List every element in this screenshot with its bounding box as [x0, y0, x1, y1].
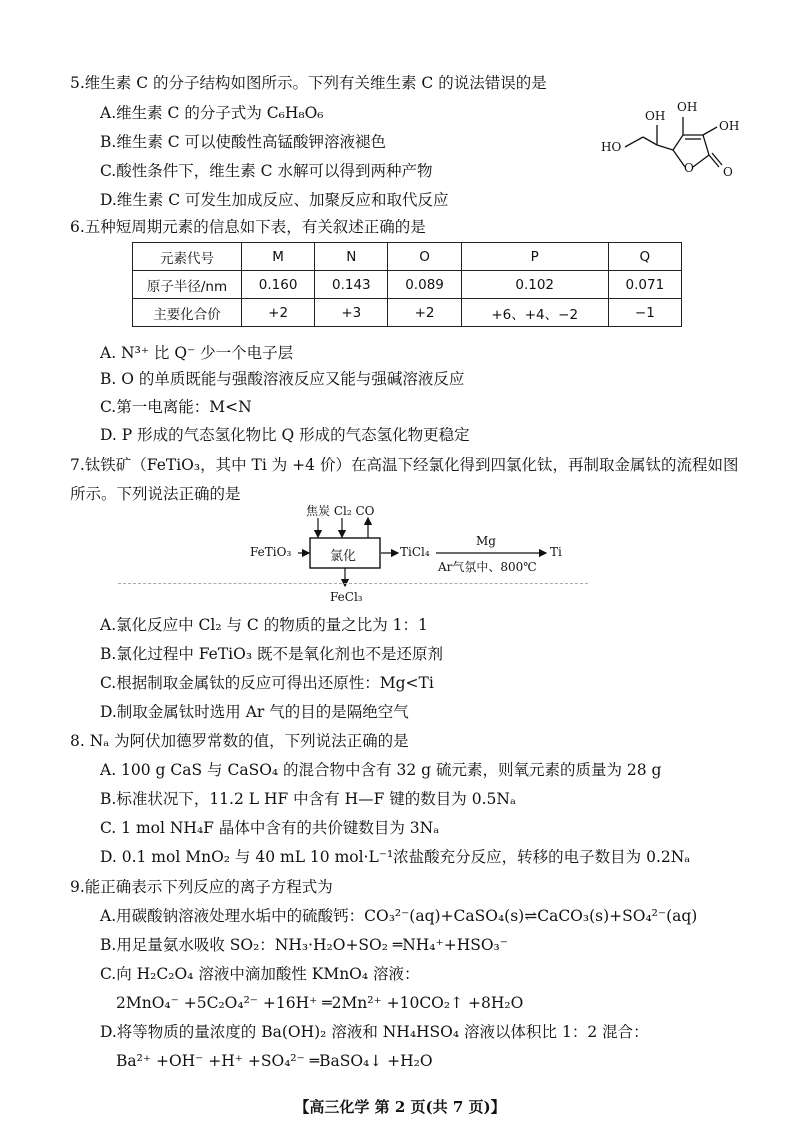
table-cell: 0.071 — [608, 271, 681, 299]
flow-reagent: Mg — [476, 534, 496, 548]
q9-option-d-equation: Ba²⁺ +OH⁻ +H⁺ +SO₄²⁻ ═BaSO₄↓ +H₂O — [116, 1052, 433, 1070]
q7-option-a: A.氯化反应中 Cl₂ 与 C 的物质的量之比为 1：1 — [100, 616, 428, 634]
q7-option-d: D.制取金属钛时选用 Ar 气的目的是隔绝空气 — [100, 703, 409, 721]
q9-option-d: D.将等物质的量浓度的 Ba(OH)₂ 溶液和 NH₄HSO₄ 溶液以体积比 1：2 混合： — [100, 1023, 649, 1041]
table-cell: +3 — [315, 299, 388, 327]
q5-option-d: D.维生素 C 可发生加成反应、加聚反应和取代反应 — [100, 191, 449, 209]
table-header-cell: N — [315, 243, 388, 271]
q7-option-b: B.氯化过程中 FeTiO₃ 既不是氧化剂也不是还原剂 — [100, 645, 443, 663]
q8-option-d: D. 0.1 mol MnO₂ 与 40 mL 10 mol·L⁻¹浓盐酸充分反应，转移的电子数目为 0.2Nₐ — [100, 848, 691, 866]
table-header-row — [133, 243, 682, 271]
q5-option-a: A.维生素 C 的分子式为 C₆H₈O₆ — [100, 104, 324, 122]
flow-top-inputs: 焦炭 Cl₂ CO — [306, 504, 375, 518]
mol-label-ring-o: O — [684, 161, 694, 175]
q6-option-d: D. P 形成的气态氢化物比 Q 形成的气态氢化物更稳定 — [100, 426, 470, 444]
table-cell: +6、+4、−2 — [461, 299, 608, 327]
q6-option-a: A. N³⁺ 比 Q⁻ 少一个电子层 — [100, 344, 294, 362]
table-cell: 主要化合价 — [133, 299, 242, 327]
scan-divider — [118, 583, 588, 584]
mol-label-oh-3: OH — [719, 119, 740, 133]
q6-option-c: C.第一电离能：M<N — [100, 398, 252, 416]
q7-option-c: C.根据制取金属钛的反应可得出还原性：Mg<Ti — [100, 674, 434, 692]
q8-option-c: C. 1 mol NH₄F 晶体中含有的共价键数目为 3Nₐ — [100, 819, 440, 837]
q6-option-b: B. O 的单质既能与强酸溶液反应又能与强碱溶液反应 — [100, 370, 465, 388]
table-cell: +2 — [388, 299, 461, 327]
table-cell: 0.143 — [315, 271, 388, 299]
table-cell: 0.089 — [388, 271, 461, 299]
flow-product: TiCl₄ — [400, 545, 430, 559]
q8-option-a: A. 100 g CaS 与 CaSO₄ 的混合物中含有 32 g 硫元素，则氧元素的质量为 28 g — [100, 761, 662, 779]
flow-byproduct: FeCl₃ — [330, 590, 363, 604]
q8-option-b: B.标准状况下，11.2 L HF 中含有 H—F 键的数目为 0.5Nₐ — [100, 790, 516, 808]
table-row — [133, 299, 682, 327]
table-header-cell: O — [388, 243, 461, 271]
mol-label-oh-1: OH — [645, 109, 666, 123]
mol-label-carbonyl-o: O — [723, 165, 733, 179]
mol-label-ho: HO — [601, 140, 622, 154]
q8-stem: 8. Nₐ 为阿伏加德罗常数的值，下列说法正确的是 — [70, 732, 409, 750]
table-header-cell: M — [242, 243, 315, 271]
table-header-cell: Q — [608, 243, 681, 271]
table-cell: +2 — [242, 299, 315, 327]
flow-feed: FeTiO₃ — [250, 545, 292, 559]
table-cell: 0.102 — [461, 271, 608, 299]
flow-box-chlorination: 氯化 — [330, 549, 357, 564]
page-footer: 【高三化学 第 2 页(共 7 页)】 — [294, 1098, 506, 1116]
vitamin-c-structure — [585, 95, 755, 195]
table-cell: 原子半径/nm — [133, 271, 242, 299]
q5-option-b: B.维生素 C 可以使酸性高锰酸钾溶液褪色 — [100, 133, 387, 151]
q9-option-b: B.用足量氨水吸收 SO₂：NH₃·H₂O+SO₂ ═NH₄⁺+HSO₃⁻ — [100, 936, 508, 954]
mol-label-oh-2: OH — [677, 100, 698, 114]
q5-option-c: C.酸性条件下，维生素 C 水解可以得到两种产物 — [100, 162, 433, 180]
q9-stem: 9.能正确表示下列反应的离子方程式为 — [70, 878, 333, 896]
q5-stem: 5.维生素 C 的分子结构如图所示。下列有关维生素 C 的说法错误的是 — [70, 74, 547, 92]
q7-stem-line1: 7.钛铁矿（FeTiO₃，其中 Ti 为 +4 价）在高温下经氯化得到四氯化钛，再制取金属钛的流程如图 — [70, 456, 739, 474]
table-cell: 0.160 — [242, 271, 315, 299]
table-header-cell: 元素代号 — [133, 243, 242, 271]
q9-option-c: C.向 H₂C₂O₄ 溶液中滴加酸性 KMnO₄ 溶液： — [100, 965, 420, 983]
q6-stem: 6.五种短周期元素的信息如下表，有关叙述正确的是 — [70, 218, 426, 236]
flow-final: Ti — [550, 545, 562, 559]
flow-condition: Ar气氛中、800℃ — [438, 560, 537, 574]
table-row — [133, 271, 682, 299]
q9-option-a: A.用碳酸钠溶液处理水垢中的硫酸钙：CO₃²⁻(aq)+CaSO₄(s)⇌CaCO₃(s)+SO₄²⁻(aq) — [100, 907, 698, 925]
q9-option-c-equation: 2MnO₄⁻ +5C₂O₄²⁻ +16H⁺ ═2Mn²⁺ +10CO₂↑ +8H₂O — [116, 994, 524, 1012]
element-info-table — [132, 242, 682, 327]
table-cell: −1 — [608, 299, 681, 327]
table-header-cell: P — [461, 243, 608, 271]
titanium-flow-diagram — [250, 498, 570, 608]
q7-stem-line2: 所示。下列说法正确的是 — [70, 485, 241, 503]
